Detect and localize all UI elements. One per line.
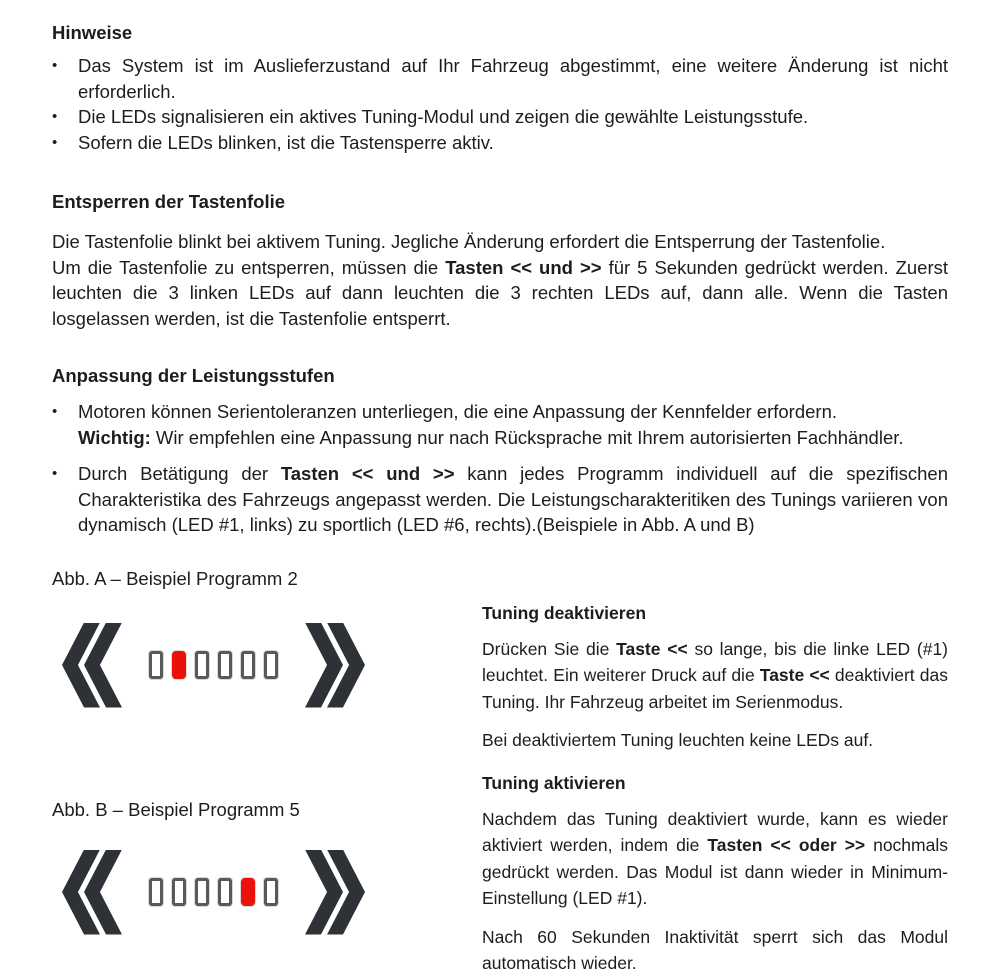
led-strip [149, 651, 278, 679]
section-heading-hinweise: Hinweise [52, 22, 133, 43]
heading-tuning-aktivieren: Tuning aktivieren [482, 772, 626, 793]
led-off-icon [172, 878, 186, 906]
double-chevron-left-icon [62, 850, 122, 935]
paragraph [482, 636, 948, 716]
led-off-icon [149, 651, 163, 679]
text: Motoren können Serientoleranzen unterliegen, die eine Anpassung der Kennfelder erfordern. [78, 401, 838, 422]
anpassung-bullet-list [52, 399, 948, 538]
text: für 5 Sekunden gedrückt werden. Zuerst leuchten die 3 linken LEDs auf dann leuchten die 3 rechten LEDs auf, dann alle. Wenn die Tasten losgelassen werden, ist die Tastenfolie entsperrt. [52, 256, 948, 329]
bullet-icon: • [52, 57, 58, 74]
bullet-text [78, 104, 948, 130]
paragraph [482, 727, 948, 754]
paragraph [52, 255, 948, 332]
led-off-icon [149, 878, 163, 906]
bold-text: Tasten << oder >> [707, 835, 866, 855]
list-item [52, 399, 948, 450]
led-strip [149, 878, 278, 906]
paragraph [482, 924, 948, 977]
figure-column [52, 568, 482, 977]
hinweise-bullet-list [52, 53, 948, 155]
text: Durch Betätigung der [78, 463, 281, 484]
text: so lange, bis die linke LED (#1) leuchtet. Ein weiterer Druck auf die [482, 638, 948, 685]
led-display-figure-a [62, 623, 482, 708]
led-off-icon [195, 878, 209, 906]
bullet-icon: • [52, 133, 58, 151]
led-off-icon [264, 651, 278, 679]
text: Nach 60 Sekunden Inaktivität sperrt sich das Modul automatisch wieder. [482, 926, 948, 973]
text: deaktiviert das Tuning. Ihr Fahrzeug arbeitet im Serienmodus. [482, 665, 948, 712]
text: Die Tastenfolie blinkt bei aktivem Tuning. Jegliche Änderung erfordert die Entsperrung der Tastenfolie. [52, 231, 886, 252]
bullet-text [78, 399, 948, 450]
text: nochmals gedrückt werden. Das Modul ist dann wieder in Minimum-Einstellung (LED #1). [482, 835, 948, 908]
bullet-text [78, 53, 948, 104]
text: Wir empfehlen eine Anpassung nur nach Rücksprache mit Ihrem autorisierten Fachhändler. [150, 426, 904, 448]
section-heading-entsperren: Entsperren der Tastenfolie [52, 191, 286, 212]
bullet-icon: • [52, 465, 58, 482]
double-chevron-right-icon [305, 850, 365, 935]
bullet-text [78, 130, 948, 156]
bold-text: Tasten << und >> [280, 463, 455, 484]
heading-tuning-deaktivieren: Tuning deaktivieren [482, 602, 647, 623]
bullet-icon: • [52, 403, 58, 420]
list-item [52, 104, 948, 130]
double-chevron-left-icon [62, 623, 122, 708]
led-off-icon [241, 651, 255, 679]
bullet-line [78, 425, 948, 451]
list-item [52, 130, 948, 156]
led-on-icon [241, 878, 255, 906]
instruction-column [482, 568, 948, 977]
figure-b-caption: Abb. B – Beispiel Programm 5 [52, 798, 300, 820]
list-item [52, 461, 948, 538]
paragraph [52, 229, 948, 255]
led-off-icon [218, 651, 232, 679]
bold-text: Taste << [616, 638, 688, 659]
text: Bei deaktiviertem Tuning leuchten keine LEDs auf. [482, 730, 874, 750]
text: kann jedes Programm individuell auf die spezifischen Charakteristika des Fahrzeugs angepasst werden. Die Leistungscharakteritiken des Tunings variieren von dynamisch (LED #1, links) zu sportlich (LED #6, rechts).(Beispiele in Abb. A und B) [78, 463, 949, 535]
paragraph [482, 806, 948, 912]
text: Die LEDs signalisieren ein aktives Tuning-Modul und zeigen die gewählte Leistungsstufe. [78, 106, 809, 127]
bullet-line [78, 399, 948, 425]
led-off-icon [195, 651, 209, 679]
text: Sofern die LEDs blinken, ist die Tastensperre aktiv. [78, 131, 494, 153]
led-display-figure-b [62, 850, 482, 935]
double-chevron-right-icon [305, 623, 365, 708]
section-heading-anpassung: Anpassung der Leistungsstufen [52, 365, 335, 386]
text: Um die Tastenfolie zu entsperren, müssen die [52, 256, 446, 278]
text: Das System ist im Auslieferzustand auf Ihr Fahrzeug abgestimmt, eine weitere Änderung ist nicht erforderlich. [78, 55, 948, 102]
led-on-icon [172, 651, 186, 679]
bold-text: Wichtig: [78, 426, 151, 448]
text: Drücken Sie die [482, 638, 617, 659]
figure-a-caption: Abb. A – Beispiel Programm 2 [52, 567, 298, 589]
led-off-icon [264, 878, 278, 906]
figure-section [52, 568, 948, 977]
text: Nachdem das Tuning deaktiviert wurde, kann es wieder aktiviert werden, indem die [482, 808, 948, 855]
bullet-icon: • [52, 108, 58, 125]
bullet-text [78, 461, 948, 538]
bold-text: Tasten << und >> [445, 256, 602, 278]
list-item [52, 53, 948, 104]
bold-text: Taste << [759, 665, 830, 685]
led-off-icon [218, 878, 232, 906]
